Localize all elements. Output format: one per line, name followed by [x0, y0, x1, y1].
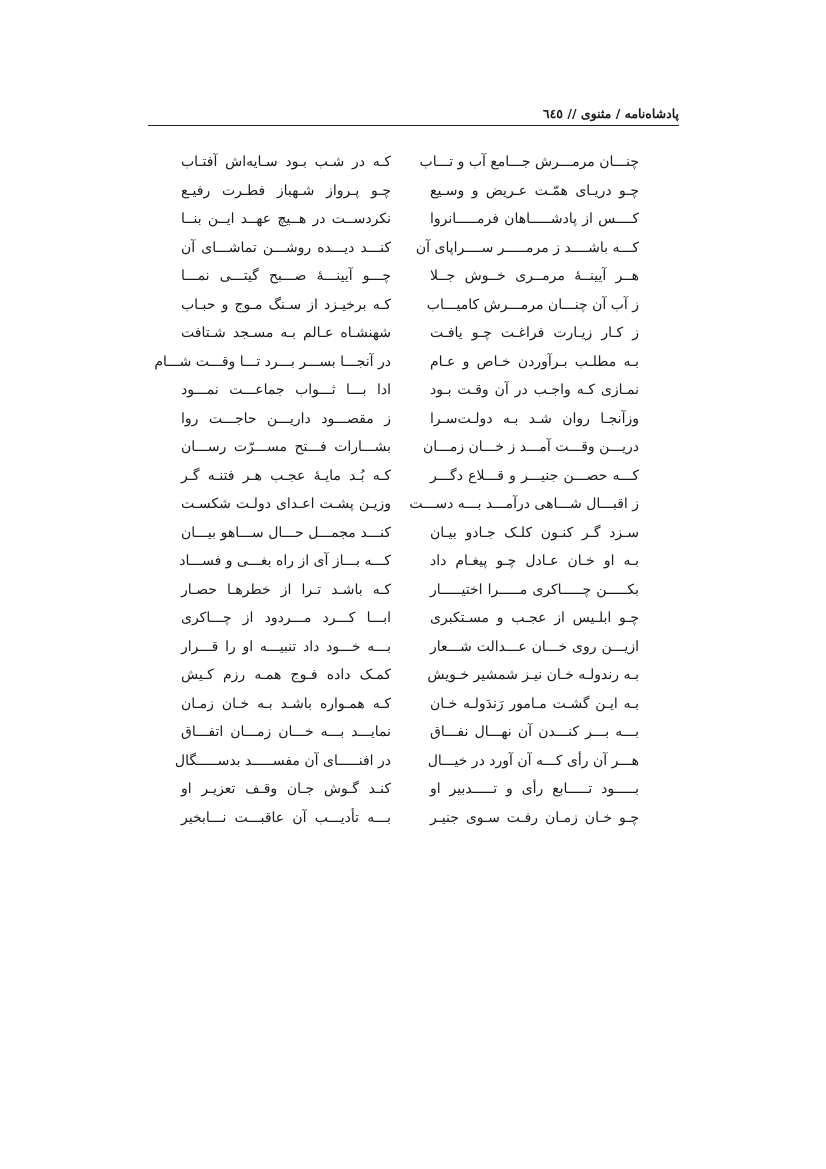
verse-hemistich: چـو پـرواز شـهباز فطـرت رفیـع: [181, 182, 391, 199]
verse-hemistich: چـو ابلـیس از عجـب و مسـتکبری: [430, 610, 639, 626]
verse-hemistich: کـه در شـب بـود سـایه‌اش آفتـاب: [181, 154, 391, 170]
verse-hemistich: چـو خـان زمـان رفـت سـوی جنیـر: [430, 809, 639, 826]
verse-hemistich: چنـــان مرمـــرش جـــامع آب و تـــاب: [419, 154, 639, 170]
verse-hemistich: کـــه باشــــد ز مرمـــــر ســــراپای آن: [415, 239, 639, 256]
verse-hemistich: در افنـــــای آن مفســـــد بدســـــگال: [174, 752, 391, 769]
verse-hemistich: نمـازی کـه واجـب در آن وقـت بـود: [430, 382, 639, 398]
verse-hemistich: هــر آیینــهٔ مرمــری خــوش جــلا: [430, 268, 639, 284]
verse-hemistich: ازیـــن روی خـــان عـــدالت شـــعار: [430, 638, 639, 655]
running-header: [148, 103, 679, 125]
running-title: پادشاه‌نامه / مثنوی // ٦٤٥: [542, 106, 679, 121]
verse-hemistich: بـــه خـــود داد تنبیـــه او را قـــرار: [181, 638, 391, 655]
header-rule: [148, 125, 679, 126]
verse-hemistich: ز کـار زیـارت فراغـت چـو یافـت: [430, 325, 639, 341]
verse-hemistich: کمـک داده فـوج همـه رزم کـیش: [181, 667, 391, 683]
verse-hemistich: کنـد گـوش جـان وقـف تعزیـر او: [181, 781, 391, 797]
verse-hemistich: ز اقبـــال شـــاهی درآمـــد بـــه دســـت: [409, 496, 639, 512]
verse-column-left: [154, 148, 391, 832]
verse-hemistich: کنـــد مجمـــل حـــال ســـاهو بیـــان: [181, 524, 391, 541]
verse-hemistich: در آنجـــا بســـر بـــرد تـــا وقـــت شـــام: [154, 353, 391, 370]
verse-hemistich: کـه برخیـزد از سـنگ مـوج و حبـاب: [181, 296, 391, 313]
verse-hemistich: بـــه بـــر کنـــدن آن نهـــال نفـــاق: [430, 724, 639, 740]
verse-hemistich: ادا بـــا ثـــواب جماعـــت نمـــود: [181, 382, 391, 398]
verse-hemistich: کـه باشـد تـرا از خطرهـا حصـار: [181, 581, 391, 598]
verse-hemistich: وزیـن پشـت اعـدای دولـت شکسـت: [181, 496, 391, 512]
verse-hemistich: نکردســت در هــیچ عهــد ایــن بنــا: [181, 211, 391, 227]
verse-hemistich: بـــــود تـــــابع رأی و تـــــدبیر او: [430, 781, 639, 797]
verse-hemistich: بشـــارات فـــتح مســـرّت رســـان: [181, 439, 391, 455]
verse-hemistich: بـــه تأدیـــب آن عاقبـــت نـــابخیر: [181, 809, 391, 826]
verse-column-right: [409, 148, 639, 832]
verse-hemistich: کـه همـواره باشـد بـه خـان زمـان: [181, 695, 391, 712]
verse-hemistich: کـــه بـــاز آی از راه بغـــی و فســـاد: [179, 553, 391, 569]
verse-hemistich: بـه ایـن گشـت مـامور رَندَولـه خـان: [430, 695, 639, 712]
verse-hemistich: هـــر آن رأی کـــه آن آورد در خیـــال: [427, 752, 639, 769]
verse-hemistich: بکـــــن چـــــاکری مـــــرا اختیـــــار: [430, 581, 639, 598]
verse-hemistich: ز مقصـــود داریـــن حاجـــت روا: [181, 410, 391, 427]
verse-hemistich: بـه رندولـه خـان نیـز شمشیر خـویش: [427, 667, 639, 683]
verse-hemistich: چـــو آیینـــهٔ صـــبح گیتـــی نمـــا: [181, 268, 391, 284]
verse-hemistich: سـزد گـر کنـون کلـک جـادو بیـان: [430, 524, 639, 541]
verse-hemistich: بـه مطلـب بـرآوردن خـاص و عـام: [430, 353, 639, 370]
verse-hemistich: نمایـــد بـــه خـــان زمـــان اتفـــاق: [181, 724, 391, 740]
verse-hemistich: چـو دریـای همّـت عـریض و وسـیع: [430, 182, 639, 199]
verse-hemistich: بـه او خـان عـادل چـو پیغـام داد: [430, 553, 639, 569]
verse-hemistich: وزآنجـا روان شـد بـه دولـت‌سـرا: [430, 410, 639, 427]
verse-hemistich: ز آب آن چنـــان مرمـــرش کامیـــاب: [426, 296, 639, 313]
verse-hemistich: دریـــن وقـــت آمـــد ز خـــان زمـــان: [422, 439, 639, 455]
verse-hemistich: کنـــد دیـــده روشـــن تماشـــای آن: [181, 239, 391, 256]
verse-hemistich: کـــه حصـــن جنیـــر و قـــلاع دگـــر: [430, 467, 639, 484]
verse-hemistich: ابـــا کـــرد مـــردود از چـــاکری: [181, 610, 391, 626]
verse-hemistich: کــــس از پادشـــــاهان فرمـــــانروا: [430, 211, 639, 227]
verse-hemistich: شهنشـاه عـالم بـه مسـجد شـتافت: [181, 325, 391, 341]
verse-hemistich: کـه بُـد مایـهٔ عجـب هـر فتنـه گـر: [181, 467, 391, 484]
